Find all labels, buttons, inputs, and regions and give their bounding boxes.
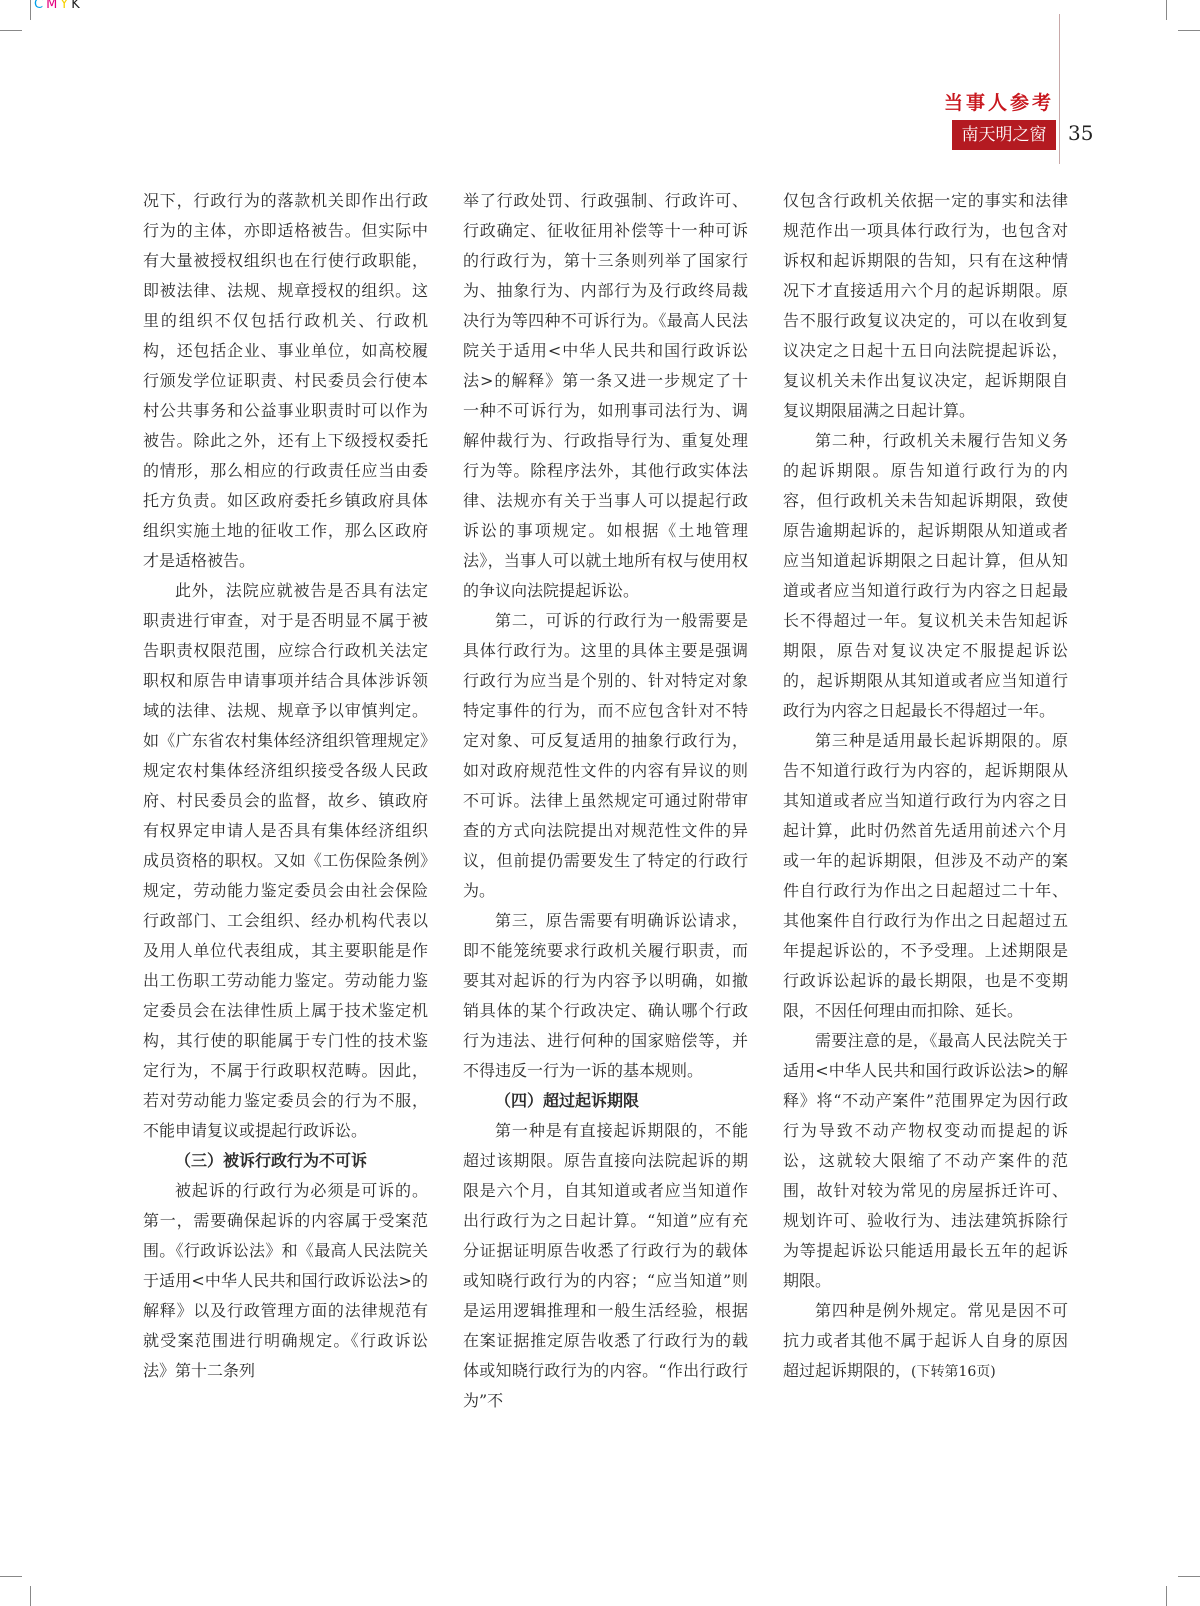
paragraph: 第二，可诉的行政行为一般需要是具体行政行为。这里的具体主要是强调行政行为应当是个别的、针对特定对象特定事件的行为，而不应包含针对不特定对象、可反复适用的抽象行政行为，如对政府规范性文件的内容有异议的则不可诉。法律上虽然规定可通过附带审查的方式向法院提出对规范性文件的异议，但前提仍需要发生了特定的行政行为。 [463, 611, 748, 900]
paragraph: 举了行政处罚、行政强制、行政许可、行政确定、征收征用补偿等十一种可诉的行政行为，第十三条则列举了国家行为、抽象行为、内部行为及行政终局裁决行为等四种不可诉行为。《最高人民法院关于适用<中华人民共和国行政诉讼法>的解释》第一条又进一步规定了十一种不可诉行为，如刑事司法行为、调解仲裁行为、行政指导行为、重复处理行为等。除程序法外，其他行政实体法律、法规亦有关于当事人可以提起行政诉讼的事项规定。如根据《土地管理法》，当事人可以就土地所有权与使用权的争议向法院提起诉讼。 [463, 191, 748, 600]
crop-mark-br-v [1166, 1586, 1167, 1606]
subsection-heading: （三）被诉行政行为不可诉 [175, 1151, 368, 1170]
column-name-badge: 南天明之窗 [952, 120, 1056, 150]
cmyk-k: K [71, 0, 83, 12]
crop-mark-tl-v [30, 0, 31, 20]
paragraph: 需要注意的是，《最高人民法院关于适用<中华人民共和国行政诉讼法>的解释》将“不动产案件”范围界定为因行政行为导致不动产物权变动而提起的诉讼，这就较大限缩了不动产案件的范围，故针对较为常见的房屋拆迁许可、规划许可、验收行为、违法建筑拆除行为等提起诉讼只能适用最长五年的起诉期限。 [783, 1031, 1068, 1290]
crop-mark-tr-h [1178, 30, 1200, 31]
page-number: 35 [1068, 121, 1094, 145]
subsection-heading: （四）超过起诉期限 [495, 1091, 640, 1110]
cmyk-m: M [46, 0, 61, 12]
paragraph-text: 第四种是例外规定。常见是因不可抗力或者其他不属于起诉人自身的原因超过起诉期限的， [783, 1301, 1068, 1380]
paragraph: 第三，原告需要有明确诉讼请求，即不能笼统要求行政机关履行职责，而要其对起诉的行为内容予以明确，如撤销具体的某个行政决定、确认哪个行政行为违法、进行何种的国家赔偿等，并不得违反一行为一诉的基本规则。 [463, 911, 748, 1080]
article-column-3 [783, 186, 1068, 1387]
crop-mark-tl-h [0, 30, 22, 31]
cmyk-y: Y [60, 0, 72, 12]
paragraph: 第一种是有直接起诉期限的，不能超过该期限。原告直接向法院起诉的期限是六个月，自其知道或者应当知道作出行政行为之日起计算。“知道”应有充分证据证明原告收悉了行政行为的载体或知晓行政行为的内容；“应当知道”则是运用逻辑推理和一般生活经验，根据在案证据推定原告收悉了行政行为的载体或知晓行政行为的内容。“作出行政行为”不 [463, 1121, 748, 1410]
paragraph: 此外，法院应就被告是否具有法定职责进行审查，对于是否明显不属于被告职责权限范围，应综合行政机关法定职权和原告申请事项并结合具体涉诉领域的法律、法规、规章予以审慎判定。如《广东省农村集体经济组织管理规定》规定农村集体经济组织接受各级人民政府、村民委员会的监督，故乡、镇政府有权界定申请人是否具有集体经济组织成员资格的职权。又如《工伤保险条例》规定，劳动能力鉴定委员会由社会保险行政部门、工会组织、经办机构代表以及用人单位代表组成，其主要职能是作出工伤职工劳动能力鉴定。劳动能力鉴定委员会在法律性质上属于技术鉴定机构，其行使的职能属于专门性的技术鉴定行为，不属于行政职权范畴。因此，若对劳动能力鉴定委员会的行为不服，不能申请复议或提起行政诉讼。 [143, 581, 428, 1140]
crop-mark-br-h [1178, 1576, 1200, 1577]
cmyk-print-mark [34, 0, 83, 12]
paragraph-with-continuation [783, 1296, 1068, 1387]
crop-mark-tr-v [1166, 0, 1167, 20]
crop-mark-bl-v [30, 1586, 31, 1606]
paragraph: 被起诉的行政行为必须是可诉的。第一，需要确保起诉的内容属于受案范围。《行政诉讼法》和《最高人民法院关于适用<中华人民共和国行政诉讼法>的解释》以及行政管理方面的法律规范有就受案范围进行明确规定。《行政诉讼法》第十二条列 [143, 1181, 428, 1380]
article-column-2 [463, 186, 748, 1416]
section-title: 当事人参考 [943, 92, 1054, 114]
header-vertical-rule [1059, 14, 1060, 164]
article-column-1 [143, 186, 428, 1386]
cmyk-c: C [34, 0, 47, 12]
paragraph: 况下，行政行为的落款机关即作出行政行为的主体，亦即适格被告。但实际中有大量被授权组织也在行使行政职能，即被法律、法规、规章授权的组织。这里的组织不仅包括行政机关、行政机构，还包括企业、事业单位，如高校履行颁发学位证职责、村民委员会行使本村公共事务和公益事业职责时可以作为被告。除此之外，还有上下级授权委托的情形，那么相应的行政责任应当由委托方负责。如区政府委托乡镇政府具体组织实施土地的征收工作，那么区政府才是适格被告。 [143, 191, 428, 570]
paragraph: 第三种是适用最长起诉期限的。原告不知道行政行为内容的，起诉期限从其知道或者应当知道行政行为内容之日起计算，此时仍然首先适用前述六个月或一年的起诉期限，但涉及不动产的案件自行政行为作出之日起超过二十年、其他案件自行政行为作出之日起超过五年提起诉讼的，不予受理。上述期限是行政诉讼起诉的最长期限，也是不变期限，不因任何理由而扣除、延长。 [783, 731, 1068, 1020]
paragraph: 仅包含行政机关依据一定的事实和法律规范作出一项具体行政行为，也包含对诉权和起诉期限的告知，只有在这种情况下才直接适用六个月的起诉期限。原告不服行政复议决定的，可以在收到复议决定之日起十五日向法院提起诉讼，复议机关未作出复议决定，起诉期限自复议期限届满之日起计算。 [783, 191, 1068, 420]
crop-mark-bl-h [0, 1576, 22, 1577]
continuation-note: (下转第16页) [911, 1364, 996, 1380]
paragraph: 第二种，行政机关未履行告知义务的起诉期限。原告知道行政行为的内容，但行政机关未告知起诉期限，致使原告逾期起诉的，起诉期限从知道或者应当知道起诉期限之日起计算，但从知道或者应当知道行政行为内容之日起最长不得超过一年。复议机关未告知起诉期限，原告对复议决定不服提起诉讼的，起诉期限从其知道或者应当知道行政行为内容之日起最长不得超过一年。 [783, 431, 1068, 720]
